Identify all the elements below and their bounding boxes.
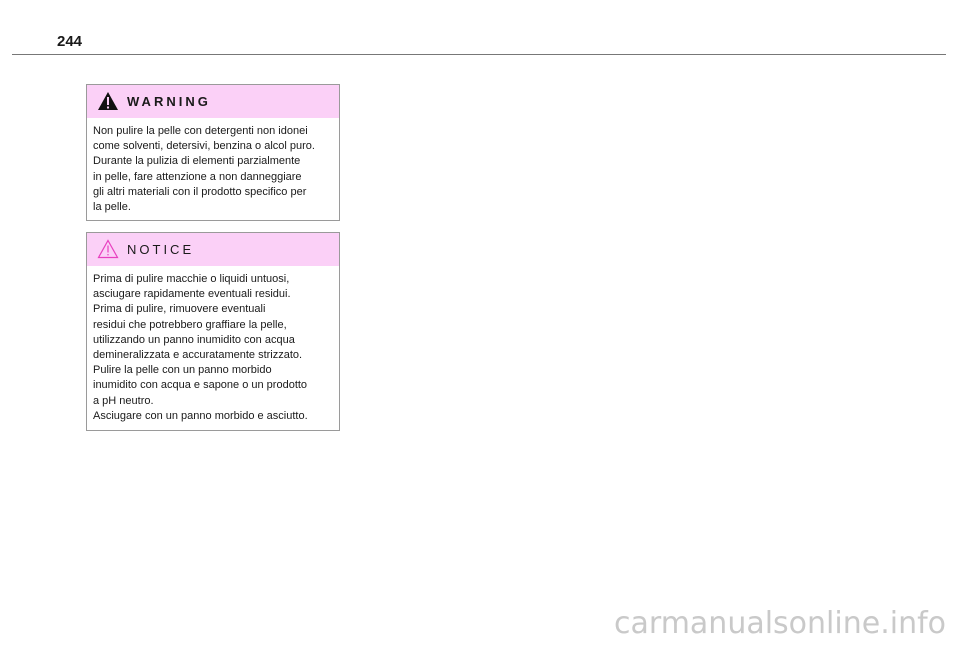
notice-line: a pH neutro.: [93, 394, 154, 407]
notice-line: Prima di pulire macchie o liquidi untuosi,: [93, 273, 290, 285]
notice-line: Asciugare con un panno morbido e asciutto.: [93, 409, 308, 422]
warning-box: [86, 84, 340, 221]
notice-text: [87, 266, 339, 424]
page-number: 244: [57, 33, 83, 50]
notice-line: demineralizzata e accuratamente strizzato.: [93, 349, 303, 362]
warning-line: in pelle, fare attenzione a non danneggiare: [93, 170, 302, 183]
warning-header: [87, 85, 339, 118]
warning-line: la pelle.: [93, 201, 131, 214]
warning-text: [87, 118, 339, 215]
notice-line: Prima di pulire, rimuovere eventuali: [93, 303, 266, 316]
notice-line: asciugare rapidamente eventuali residui.: [93, 288, 291, 301]
warning-line: Durante la pulizia di elementi parzialmente: [93, 155, 301, 168]
notice-line: utilizzando un panno inumidito con acqua: [93, 333, 295, 346]
warning-line: come solventi, detersivi, benzina o alcol puro.: [93, 140, 315, 153]
warning-title: WARNING: [127, 94, 211, 109]
notice-line: inumidito con acqua e sapone o un prodotto: [93, 379, 308, 392]
notice-triangle-icon: [97, 239, 119, 259]
warning-line: Non pulire la pelle con detergenti non idonei: [93, 125, 308, 137]
watermark: carmanualsonline.info: [614, 606, 946, 641]
warning-line: gli altri materiali con il prodotto specifico per: [93, 185, 307, 198]
notice-header: [87, 233, 339, 266]
notice-box: [86, 232, 340, 431]
warning-triangle-icon: [97, 91, 119, 111]
header-rule: [12, 54, 946, 55]
notice-line: residui che potrebbero graffiare la pelle,: [93, 318, 287, 331]
notice-line: Pulire la pelle con un panno morbido: [93, 364, 272, 377]
notice-title: NOTICE: [127, 242, 195, 257]
